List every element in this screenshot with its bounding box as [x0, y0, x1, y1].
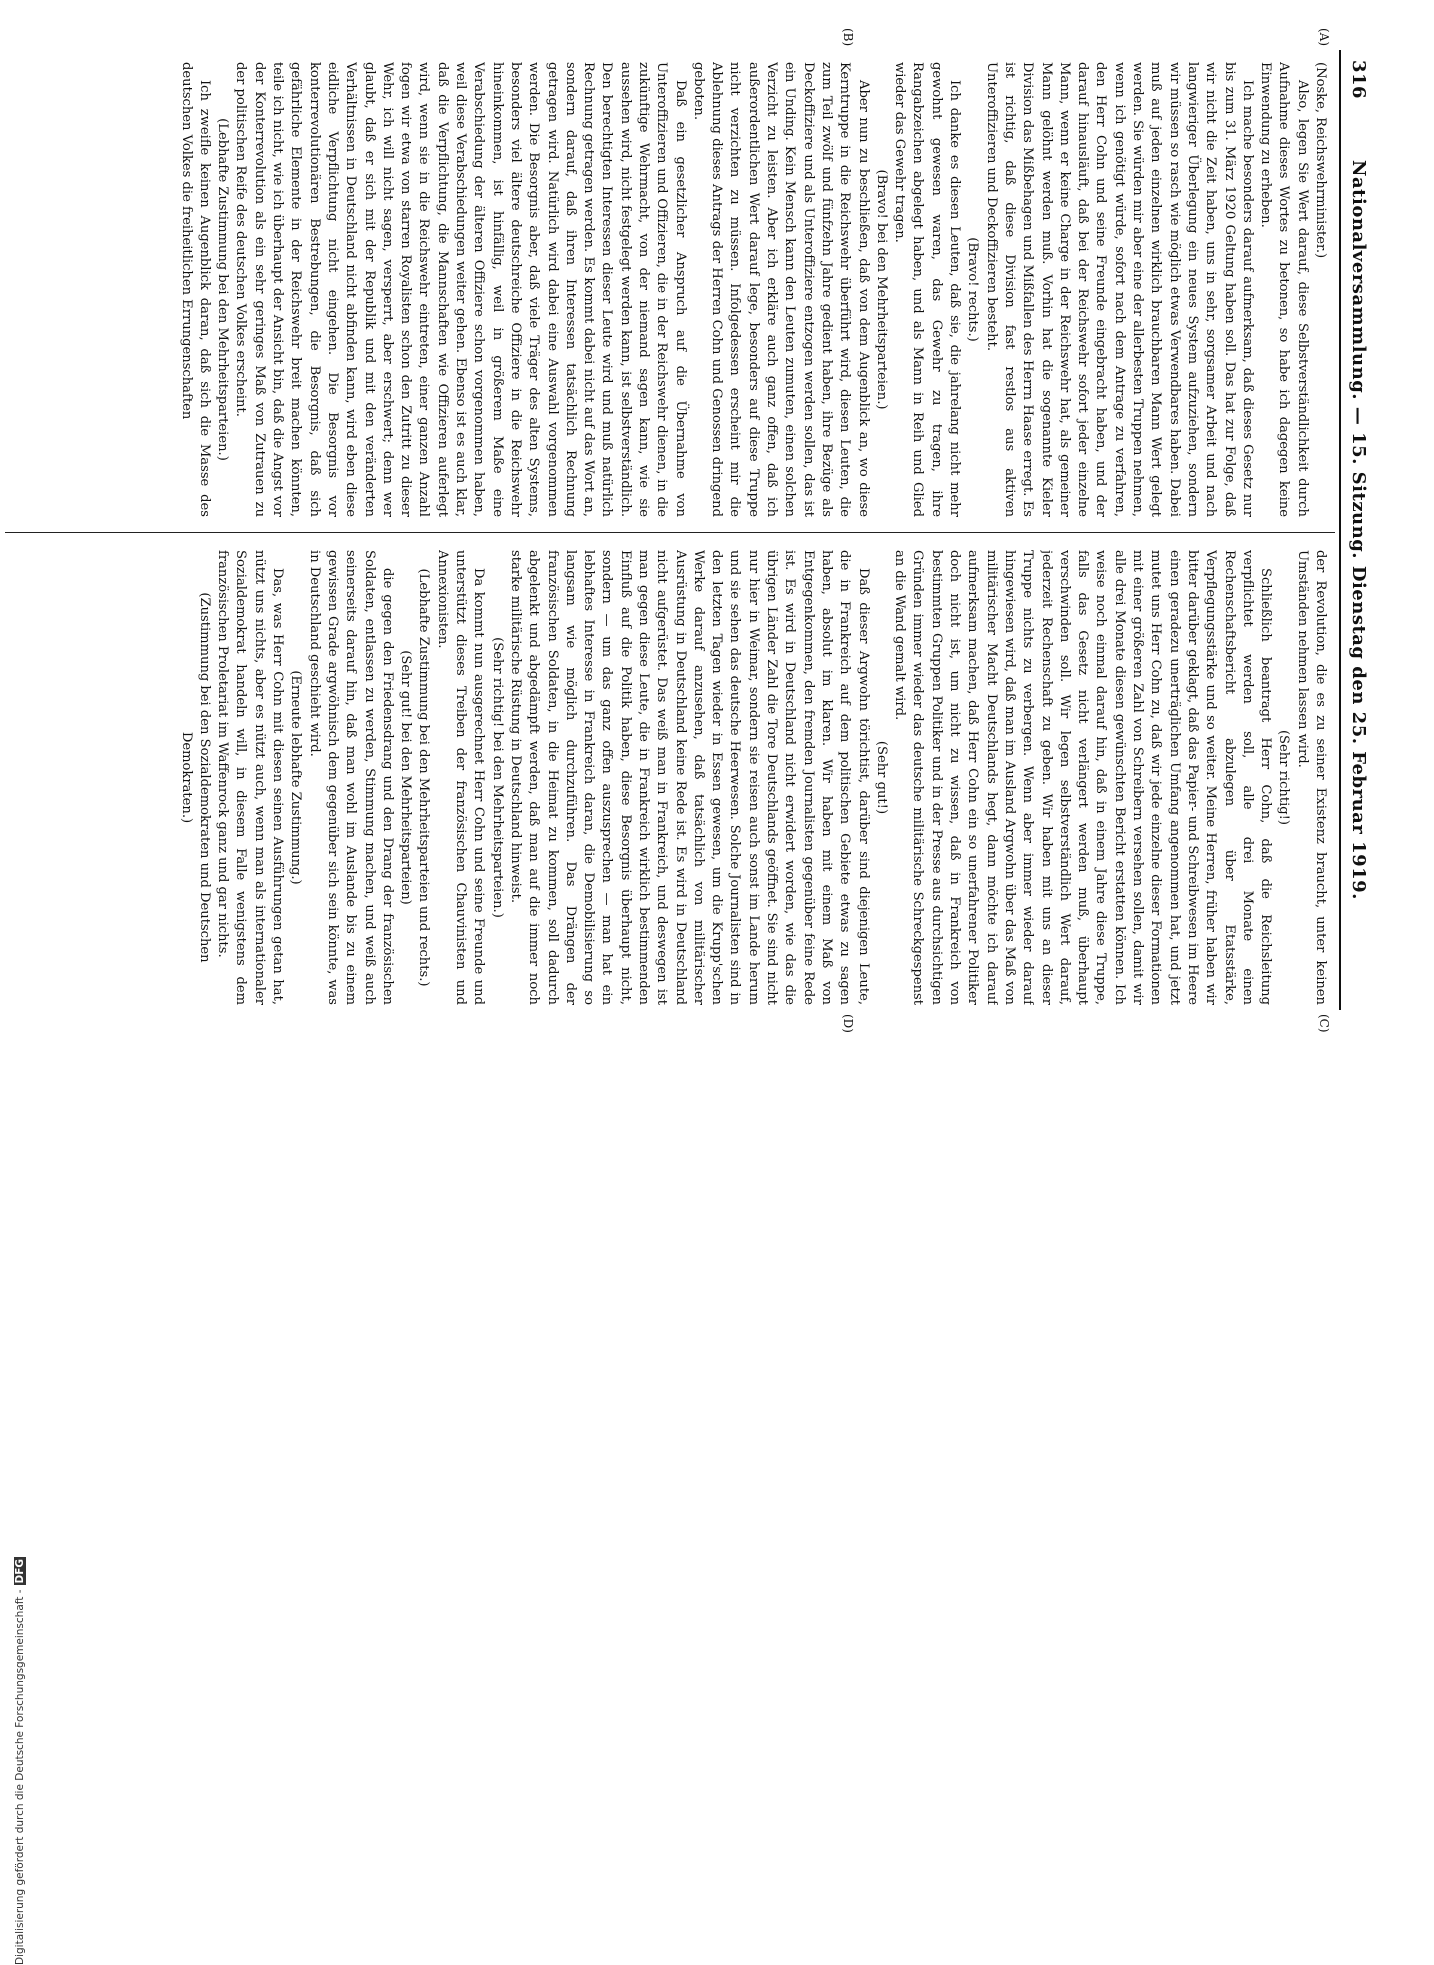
page-header	[1339, 50, 1375, 1010]
page-number: 316	[1348, 60, 1369, 100]
paragraph: Daß dieser Argwohn törichtist, darüber sind diejenigen Leute, die in Frankreich auf dem politischen Gebiete etwas zu sagen haben, absolut im klaren. Wir haben mit einem Maß von Entgegenkommen, den fremden Journalisten gegenüber feine Rede ist. Es wird in Deutschland nicht erwidert worden, wie das die übrigen Länder Zahl die Tore Deutschlands geöffnet. Sie sind nicht nur hier in Weimar, sondern sie reisen auch sonst im Lande herum und sie sehen das deutsche Heerwesen. Solche Journalisten sind in den letzten Tagen wieder in Essen gewesen, um die Krupp'schen Werke darauf anzusehen, daß tatsächlich von militärischer Ausrüstung in Deutschland keine Rede ist. Es wird in Deutschland nicht aufgerüstet. Das weiß man in Frankreich, und deswegen ist man gegen diese Leute, die in Frankreich wirklich bestimmenden Einfluß auf die Politik haben, diese Besorgnis überhaupt nicht, sondern — um das ganz offen auszusprechen — man hat ein lebhaftes Interesse in Frankreich daran, die Demobilisierung so langsam wie möglich durchzuführen. Das Drängen der französischen Soldaten, in die Heimat zu kommen, soll dadurch abgelenkt und abgedämpft werden, daß man auf die immer noch starke militärische Rüstung in Deutschland hinweist.	[507, 550, 871, 1005]
interjection: (Sehr richtig!)	[1276, 729, 1292, 826]
paragraph: der Revolution, die es zu seiner Existenz braucht, unter keinen Umständen nehmen lassen wird.	[1294, 550, 1328, 1005]
margin-marker-d: (D)	[841, 1014, 855, 1033]
speaker-line: (Noske, Reichswehrminister.)	[1313, 62, 1328, 259]
column-divider	[5, 532, 1335, 533]
paragraph: die gegen den Friedensdrang und den Drang der französischen Soldaten, entlassen zu werden, Stimmung machen, und weiß auch seinerseits darauf hin, daß man wohl im Auslande bis zu einem gewissen Grade argwöhnisch dem gegenüber sich sein könnte, was in Deutschland geschieht wird.	[306, 550, 395, 1005]
interjection: (Erneute lebhafte Zustimmung.)	[288, 670, 304, 885]
paragraph: Ich zweifle keinen Augenblick daran, daß sich die Masse des deutschen Volkes die freiheitlichen Errungenschaften	[178, 62, 212, 517]
rotated-page	[5, 28, 1375, 1033]
paragraph: Ich mache besonders darauf aufmerksam, daß dieses Gesetz nur bis zum 31. März 1920 Geltung haben soll. Das hat zur Folge, daß wir nicht die Zeit haben, uns in sehr, sorgsamer Arbeit und nach langwieriger Überlegung ein neues System aufzuziehen, sondern wir müssen so rasch wie möglich etwas Verwendbares haben. Dabei muß auf jeden einzelnen wirklich brauchbaren Mann Wert gelegt werden. Sie würden mir aber eine der allerbesten Truppen nehmen, wenn ich genötigt würde, sofort nach dem Antrage zu verfahren, den Herr Cohn und seine Freunde eingebracht haben, und der darauf hinausläuft, daß bei der Reichswehr sofort jeder einzelne Mann, wenn er keine Charge in der Reichswehr hat, als gemeiner Mann gelöhnt werden muß. Vorhin hat die sogenannte Kieler Division das Mißbehagen und Mißfallen des Herrn Haase erregt. Es ist richtig, daß diese Division fast restlos aus aktiven Unteroffizieren und Deckoffizieren besteht.	[983, 62, 1255, 517]
interjection: (Sehr richtig! bei den Mehrheitsparteien.)	[489, 637, 505, 918]
margin-marker-a: (A)	[1317, 28, 1331, 47]
paragraph: Da kommt nun ausgerechnet Herr Cohn und seine Freunde und unterstützt dieses Treiben der französischen Chauvinisten und Annexionisten.	[434, 550, 487, 1005]
margin-marker-c: (C)	[1317, 1014, 1331, 1033]
paragraph: Also, legen Sie Wert darauf, diese Selbstverständlichkeit durch Aufnahme dieses Wortes zu betonen, so habe ich dagegen keine Einwendung zu erheben.	[1258, 62, 1310, 517]
digitization-credit	[14, 965, 32, 1965]
interjection: (Lebhafte Zustimmung bei den Mehrheitsparteien und rechts.)	[416, 568, 432, 987]
paragraph: Ich danke es diesen Leuten, daß sie, die jahrelang nicht mehr gewohnt gewesen waren, das Gewehr zu tragen, ihre Rangabzeichen abgelegt haben, und als Mann in Reih und Glied wieder das Gewehr tragen.	[892, 62, 963, 517]
paragraph: Das, was Herr Cohn mit diesen seinen Ausführungen getan hat, nützt uns nichts, aber es nützt auch, wenn man als internationaler Sozialdemokrat handeln will, in diesem Falle wenigstens dem französischen Proletariat im Waffenrock ganz und gar nichts.	[215, 550, 286, 1005]
interjection: (Zustimmung bei den Sozialdemokraten und Deutschen Demokraten.)	[178, 592, 212, 963]
left-column	[176, 62, 1329, 517]
dfg-logo: DFG	[14, 1558, 26, 1584]
page-title: Nationalversammlung. — 15. Sitzung. Dienstag den 25. Februar 1919.	[1348, 160, 1369, 900]
margin-marker-b: (B)	[841, 28, 855, 47]
interjection: (Sehr gut!)	[873, 740, 889, 815]
credit-text: Digitalisierung gefördert durch die Deutsche Forschungsgemeinschaft -	[14, 1589, 26, 1965]
right-column	[176, 550, 1329, 1005]
interjection: (Bravo! rechts.)	[965, 237, 981, 342]
paragraph: Daß ein gesetzlicher Anspruch auf die Übernahme von Unteroffizieren und Offizieren, die in der Reichswehr dienen, in die zukünftige Wehrmacht, von der niemand sagen kann, wie sie aussehen wird, nicht festgelegt werden kann, ist selbstverständlich. Den berechtigten Interessen dieser Leute wird und muß natürlich Rechnung getragen werden. Es kommt dabei nicht auf das Wort an, sondern darauf, daß ihren Interessen tatsächlich Rechnung getragen wird. Natürlich wird dabei eine Auswahl vorgenommen werden. Die Besorgnis aber, daß viele Träger des alten Systems, besonders viel ältere deutschreiche Offiziere in die Reichswehr hineinkommen, ist hinfällig, weil in größerem Maße eine Verabschiedung der älteren Offiziere schon vorgenommen haben, weil diese Verabschiedungen weiter gehen. Ebenso ist es auch klar, daß die Verpflichtung, die Mannschaften wie Offizieren auferlegt wird, wenn sie in die Reichswehr eintreten, einer ganzen Anzahl fogen wir etwa von starren Royalisten schon den Zutritt zu dieser Wehr, ich will nicht sagen, versperrt, aber erschwert; denn wer glaubt, daß er sich mit der Republik und mit den veränderten Verhältnissen in Deutschland nicht abfinden kann, wird eben diese eidliche Verpflichtung nicht eingehen. Die Besorgnis vor konterrevolutionären Bestrebungen, die Besorgnis, daß sich gefährliche Elemente in der Reichswehr breit machen könnten, teile ich nicht, wie ich überhaupt der Ansicht bin, daß die Angst vor der Konterrevolution als ein sehr geringes Maß von Zutrauen zu der politischen Reife des deutschen Volkes erscheint.	[233, 62, 688, 517]
paragraph: Schließlich beantragt Herr Cohn, daß die Reichsleitung verpflichtet werden soll, alle drei Monate einen Rechenschaftsbericht abzulegen über Etatsstärke, Verpflegungsstärke und so weiter. Meine Herren, früher haben wir bitter darüber geklagt, daß das Papier- und Schreibwesen im Heere einen geradezu unerträglichen Umfang angenommen hat, und jetzt mutet uns Herr Cohn zu, daß wir jede einzelne dieser Formationen mit einer größeren Zahl von Schreibern versehen sollen, damit wir alle drei Monate diesen gewünschten Bericht erstatten können. Ich weise noch einmal darauf hin, daß in einem Jahre diese Truppe, falls das Gesetz nicht verlängert werden muß, überhaupt verschwinden soll. Wir legen selbstverständlich Wert darauf, jederzeit Rechenschaft zu geben. Wir haben mit uns an dieser Truppe nichts zu verbergen. Wenn aber immer wieder darauf hingewiesen wird, daß man im Ausland Argwohn über das Maß von militärischer Macht Deutschlands hegt, dann möchte ich darauf aufmerksam machen, daß Herr Cohn ein so unerfahrener Politiker doch nicht ist, um nicht zu wissen, daß in Frankreich von bestimmten Gruppen Politiker und in der Presse aus durchsichtigen Gründen immer wieder das deutsche militärische Schreckgespenst an die Wand gemalt wird.	[892, 550, 1274, 1005]
interjection: (Bravo! bei den Mehrheitsparteien.)	[873, 169, 889, 410]
interjection: (Lebhafte Zustimmung bei den Mehrheitsparteien.)	[215, 118, 231, 461]
interjection: (Sehr gut! bei den Mehrheitsparteien)	[398, 650, 414, 905]
paragraph: Aber nun zu beschließen, daß von dem Augenblick an, wo diese Kerntruppe in die Reichswehr überführt wird, diesen Leuten, die zum Teil zwölf und fünfzehn Jahre gedient haben, ihre Bezüge als Deckoffiziere und als Unteroffiziere entzogen werden sollen, das ist ein Unding. Kein Mensch kann den Leuten zumuten, einen solchen Verzicht zu leisten. Aber ich erkläre auch ganz offen, daß ich außerordentlichen Wert darauf lege, besonders auf diese Truppe nicht verzichten zu müssen. Infolgedessen erscheint mir die Ablehnung dieses Antrags der Herren Cohn und Genossen dringend geboten.	[690, 62, 871, 517]
